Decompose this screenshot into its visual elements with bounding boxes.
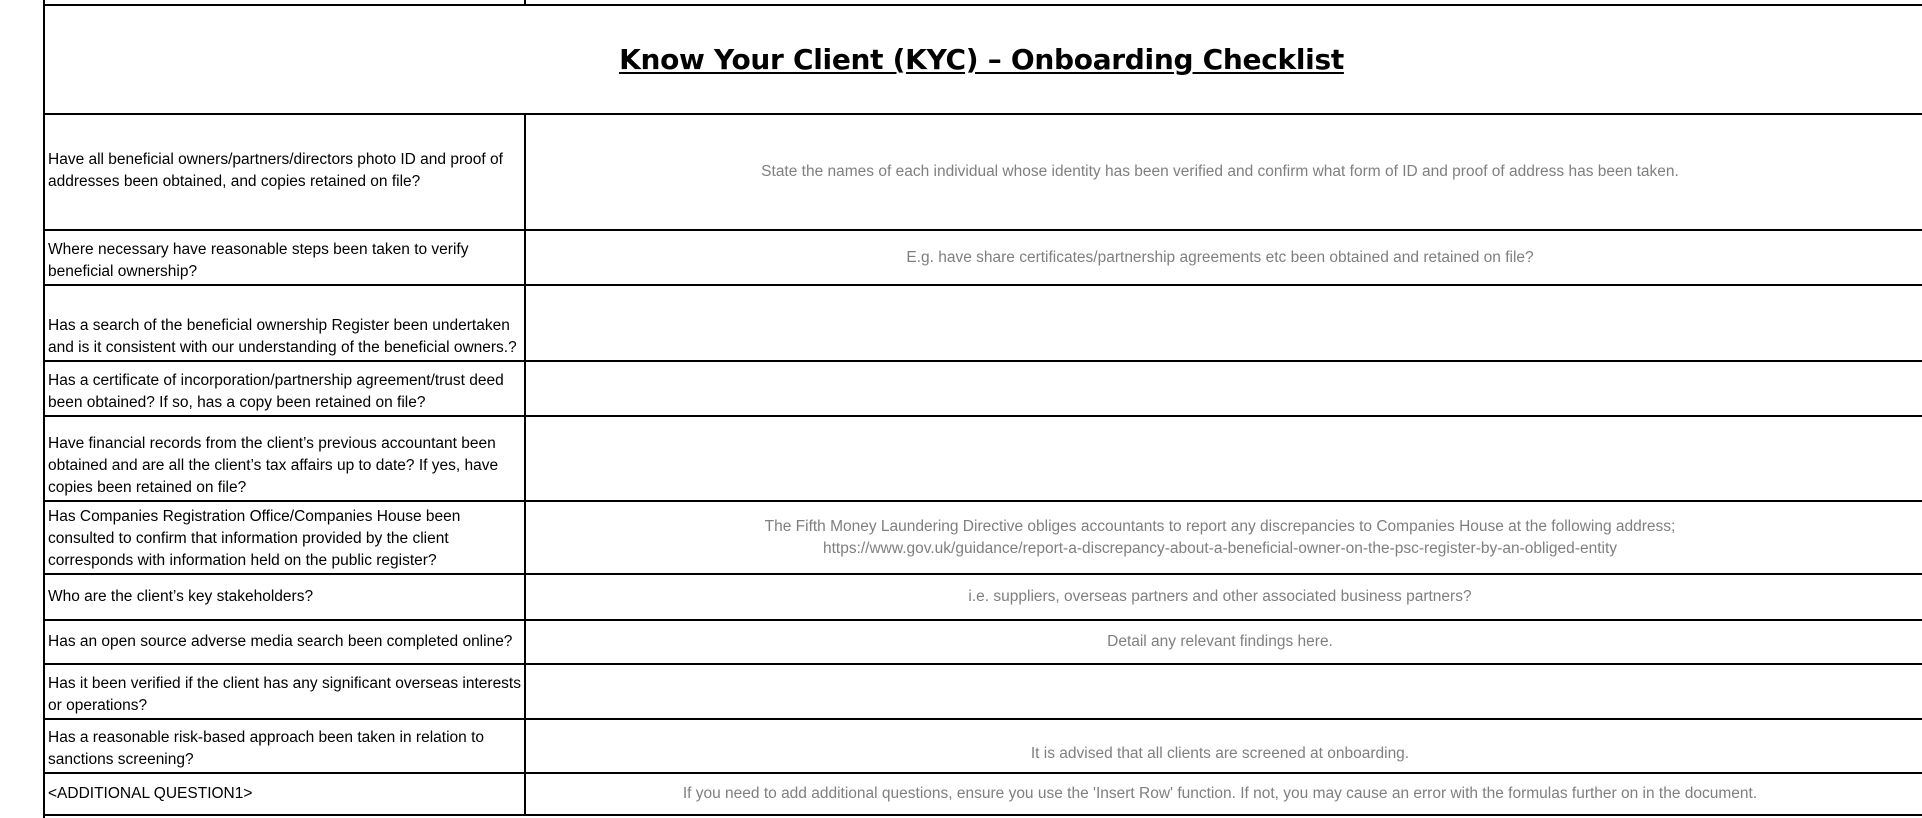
answer-cell[interactable] <box>522 621 1918 663</box>
answer-cell[interactable] <box>522 362 1918 415</box>
answer-hint: Detail any relevant findings here. <box>1107 633 1333 650</box>
question-cell[interactable] <box>43 362 526 415</box>
question-text: Has a search of the beneficial ownership Register been undertaken and is it consistent with our understanding of the beneficial owners.? <box>48 317 517 356</box>
table-row <box>43 502 1922 575</box>
question-cell[interactable] <box>43 417 526 500</box>
question-cell[interactable] <box>43 502 526 573</box>
answer-hint: State the names of each individual whose identity has been verified and confirm what form of ID and proof of address has been taken. <box>761 163 1679 180</box>
question-cell[interactable] <box>43 286 526 360</box>
question-text: Has an open source adverse media search been completed online? <box>48 632 513 650</box>
question-text: Has a certificate of incorporation/partnership agreement/trust deed been obtained? If so, has a copy been retained on file? <box>48 372 504 411</box>
checklist-table <box>43 113 1922 816</box>
table-row <box>43 720 1922 774</box>
table-row <box>43 665 1922 720</box>
table-row <box>43 362 1922 417</box>
discrepancy-report-link[interactable]: https://www.gov.uk/guidance/report-a-discrepancy-about-a-beneficial-owner-on-the-psc-register-by-an-obliged-entity <box>822 539 1618 557</box>
table-row <box>43 113 1922 231</box>
answer-cell[interactable] <box>522 113 1918 229</box>
answer-hint: E.g. have share certificates/partnership agreements etc been obtained and retained on file? <box>906 248 1534 266</box>
question-text: Where necessary have reasonable steps been taken to verify beneficial ownership? <box>48 241 469 280</box>
answer-cell[interactable] <box>522 502 1918 573</box>
question-text: Who are the client’s key stakeholders? <box>48 587 314 605</box>
table-row <box>43 417 1922 502</box>
table-row <box>43 231 1922 286</box>
table-row <box>43 286 1922 362</box>
next-row-stub <box>43 810 526 818</box>
question-text: Has a reasonable risk-based approach been taken in relation to sanctions screening? <box>48 729 484 768</box>
answer-cell[interactable] <box>522 665 1918 718</box>
question-text: Has it been verified if the client has any significant overseas interests or operations? <box>48 675 521 714</box>
answer-hint: i.e. suppliers, overseas partners and other associated business partners? <box>968 588 1472 605</box>
question-text: Has Companies Registration Office/Companies House been consulted to confirm that information provided by the client corresponds with information held on the public register? <box>48 508 461 569</box>
answer-cell[interactable] <box>522 231 1918 284</box>
question-cell[interactable] <box>43 113 526 229</box>
answer-cell[interactable] <box>522 774 1918 814</box>
answer-cell[interactable] <box>522 575 1918 619</box>
question-cell[interactable] <box>43 720 526 772</box>
table-row <box>43 575 1922 621</box>
page-title: Know Your Client (KYC) – Onboarding Checklist <box>619 43 1344 76</box>
question-text: Have all beneficial owners/partners/directors photo ID and proof of addresses been obtained, and copies retained on file? <box>48 151 503 190</box>
answer-cell[interactable] <box>522 417 1918 500</box>
question-cell[interactable] <box>43 621 526 663</box>
title-cell[interactable] <box>43 4 1922 115</box>
question-cell[interactable] <box>43 774 526 814</box>
answer-hint-line: The Fifth Money Laundering Directive obliges accountants to report any discrepancies to Companies House at the following address; <box>764 517 1676 535</box>
answer-cell[interactable] <box>522 286 1918 360</box>
question-cell[interactable] <box>43 231 526 284</box>
table-row <box>43 621 1922 665</box>
question-cell[interactable] <box>43 665 526 718</box>
answer-hint-block <box>765 516 1676 560</box>
question-cell[interactable] <box>43 575 526 619</box>
answer-cell[interactable] <box>522 720 1918 772</box>
question-text: <ADDITIONAL QUESTION1> <box>48 784 253 802</box>
answer-hint: If you need to add additional questions, ensure you use the 'Insert Row' function. If not, you may cause an error with the formulas further on in the document. <box>682 785 1758 802</box>
answer-hint: It is advised that all clients are screened at onboarding. <box>1030 745 1410 762</box>
question-text: Have financial records from the client’s previous accountant been obtained and are all the client’s tax affairs up to date? If yes, have copies been retained on file? <box>48 435 499 496</box>
